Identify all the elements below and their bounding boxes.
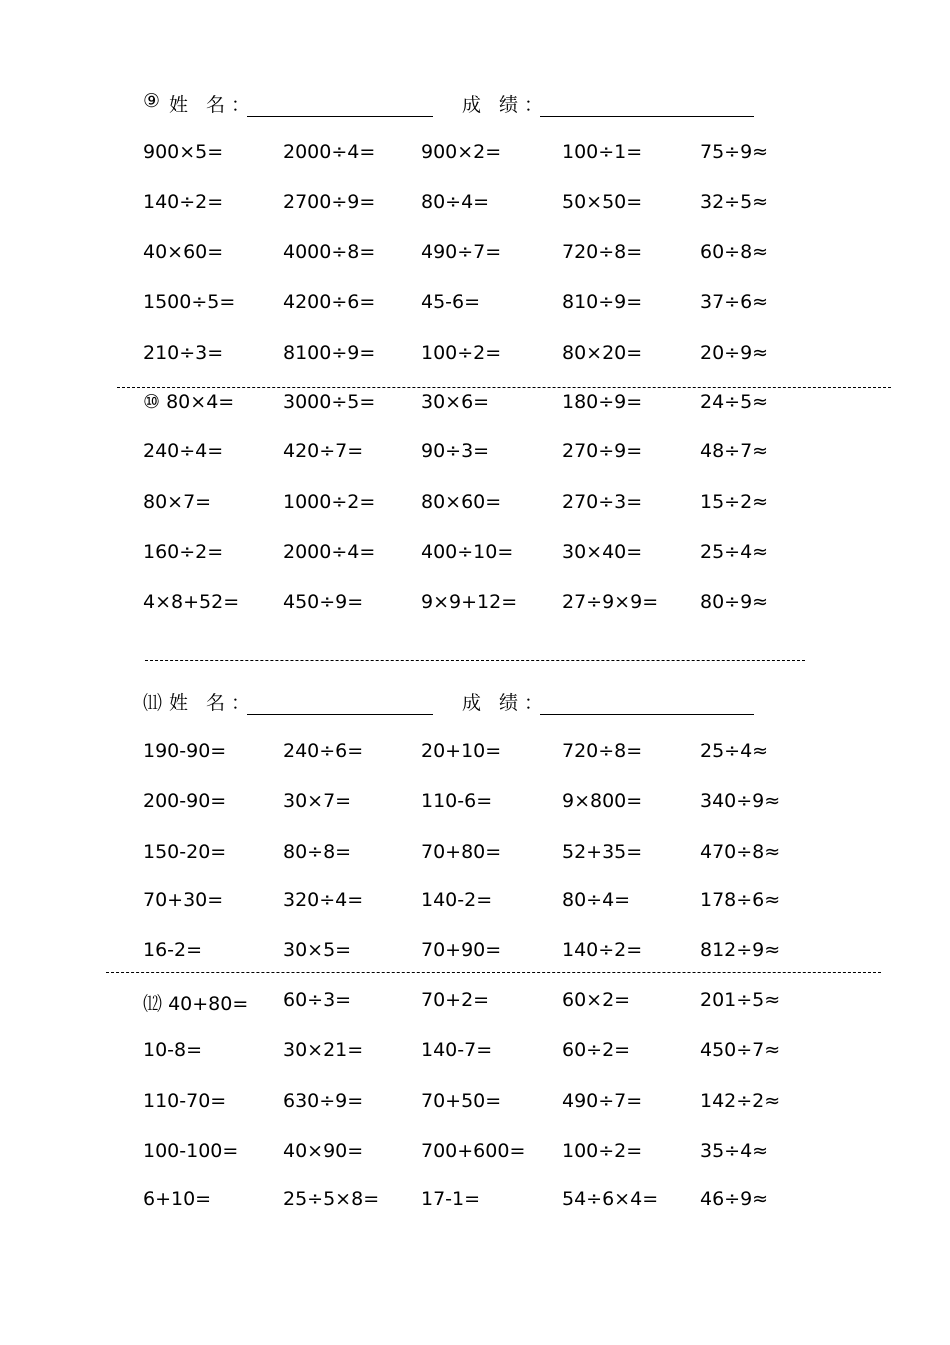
section-10-first-cell — [143, 391, 234, 413]
problem: 142÷2≈ — [700, 1090, 781, 1112]
problem: 2000÷4= — [283, 541, 376, 563]
dashed-separator — [145, 660, 805, 661]
problem: 470÷8≈ — [700, 841, 781, 863]
problem: 20÷9≈ — [700, 342, 769, 364]
problem-row — [143, 939, 843, 969]
problem: 80×20= — [562, 342, 643, 364]
section-12-first-cell — [143, 989, 248, 1016]
problem: 178÷6≈ — [700, 889, 781, 911]
problem-row — [143, 491, 843, 521]
problem: 15÷2≈ — [700, 491, 769, 513]
problem: 140-7= — [421, 1039, 493, 1061]
problem: 70+50= — [421, 1090, 502, 1112]
section-12-number: ⑿ — [143, 993, 163, 1015]
problem: 6+10= — [143, 1188, 212, 1210]
score-label: 成 绩： — [462, 692, 550, 714]
problem: 100÷1= — [562, 141, 643, 163]
problem: 160÷2= — [143, 541, 224, 563]
problem: 52+35= — [562, 841, 643, 863]
problem: 46÷9≈ — [700, 1188, 769, 1210]
problem: 70+30= — [143, 889, 224, 911]
problem: 450÷9= — [283, 591, 364, 613]
dashed-separator — [106, 972, 881, 973]
problem-row — [143, 790, 843, 820]
problem-row — [143, 391, 843, 421]
problem: 35÷4≈ — [700, 1140, 769, 1162]
section-11-header — [143, 688, 783, 718]
problem: 9×800= — [562, 790, 643, 812]
dashed-separator — [117, 387, 891, 388]
problem: 900×5= — [143, 141, 224, 163]
score-label: 成 绩： — [462, 94, 550, 116]
section-11-number: ⑾ — [143, 692, 163, 714]
problem: 630÷9= — [283, 1090, 364, 1112]
problem-row — [143, 291, 843, 321]
problem: 37÷6≈ — [700, 291, 769, 313]
problem: 4200÷6= — [283, 291, 376, 313]
problem: 150-20= — [143, 841, 227, 863]
problem: 190-90= — [143, 740, 227, 762]
name-blank-line[interactable] — [247, 714, 433, 715]
problem: 54÷6×4= — [562, 1188, 659, 1210]
problem: 490÷7= — [562, 1090, 643, 1112]
problem: 240÷4= — [143, 440, 224, 462]
problem: 30×6= — [421, 391, 490, 413]
problem-row — [143, 541, 843, 571]
problem: 24÷5≈ — [700, 391, 769, 413]
section-10-number: ⑩ — [143, 391, 161, 413]
problem: 70+80= — [421, 841, 502, 863]
problem: 50×50= — [562, 191, 643, 213]
problem: 25÷5×8= — [283, 1188, 380, 1210]
problem: 240÷6= — [283, 740, 364, 762]
problem: 80÷8= — [283, 841, 352, 863]
problem: 180÷9= — [562, 391, 643, 413]
problem: 110-70= — [143, 1090, 227, 1112]
problem: 110-6= — [421, 790, 493, 812]
problem: 25÷4≈ — [700, 740, 769, 762]
problem-row — [143, 141, 843, 171]
name-blank-line[interactable] — [247, 116, 433, 117]
problem: 200-90= — [143, 790, 227, 812]
problem-row — [143, 740, 843, 770]
problem: 2700÷9= — [283, 191, 376, 213]
problem: 812÷9≈ — [700, 939, 781, 961]
problem: 270÷9= — [562, 440, 643, 462]
problem: 48÷7≈ — [700, 440, 769, 462]
problem: 140÷2= — [143, 191, 224, 213]
problem-row — [143, 1188, 843, 1218]
problem: 40+80= — [168, 993, 249, 1015]
problem: 27÷9×9= — [562, 591, 659, 613]
problem: 30×21= — [283, 1039, 364, 1061]
problem: 270÷3= — [562, 491, 643, 513]
problem: 720÷8= — [562, 241, 643, 263]
problem: 8100÷9= — [283, 342, 376, 364]
problem-row — [143, 889, 843, 919]
problem: 80÷4= — [562, 889, 631, 911]
score-blank-line[interactable] — [540, 714, 754, 715]
problem: 100÷2= — [421, 342, 502, 364]
problem: 10-8= — [143, 1039, 203, 1061]
problem: 30×40= — [562, 541, 643, 563]
problem: 450÷7≈ — [700, 1039, 781, 1061]
problem: 80×7= — [143, 491, 212, 513]
problem: 720÷8= — [562, 740, 643, 762]
problem: 60×2= — [562, 989, 631, 1011]
problem: 80×4= — [166, 391, 235, 413]
problem: 30×5= — [283, 939, 352, 961]
problem: 140÷2= — [562, 939, 643, 961]
problem: 70+90= — [421, 939, 502, 961]
problem: 2000÷4= — [283, 141, 376, 163]
problem-row — [143, 1039, 843, 1069]
problem: 16-2= — [143, 939, 203, 961]
problem-row — [143, 1090, 843, 1120]
problem: 900×2= — [421, 141, 502, 163]
name-label: 姓 名： — [169, 94, 257, 116]
problem-row — [143, 191, 843, 221]
problem: 4×8+52= — [143, 591, 240, 613]
problem-row — [143, 1140, 843, 1170]
problem: 60÷8≈ — [700, 241, 769, 263]
problem: 490÷7= — [421, 241, 502, 263]
problem: 60÷3= — [283, 989, 352, 1011]
problem-row — [143, 440, 843, 470]
name-label: 姓 名： — [169, 692, 257, 714]
problem: 340÷9≈ — [700, 790, 781, 812]
problem: 140-2= — [421, 889, 493, 911]
problem: 201÷5≈ — [700, 989, 781, 1011]
problem: 700+600= — [421, 1140, 526, 1162]
problem-row — [143, 989, 843, 1019]
problem: 4000÷8= — [283, 241, 376, 263]
problem-row — [143, 241, 843, 271]
problem: 20+10= — [421, 740, 502, 762]
problem: 40×90= — [283, 1140, 364, 1162]
problem: 45-6= — [421, 291, 481, 313]
problem: 40×60= — [143, 241, 224, 263]
section-9-header — [143, 90, 783, 120]
problem: 420÷7= — [283, 440, 364, 462]
problem: 9×9+12= — [421, 591, 518, 613]
problem: 60÷2= — [562, 1039, 631, 1061]
problem: 80×60= — [421, 491, 502, 513]
problem: 17-1= — [421, 1188, 481, 1210]
problem-row — [143, 591, 843, 621]
problem: 1500÷5= — [143, 291, 236, 313]
problem: 70+2= — [421, 989, 490, 1011]
problem-row — [143, 841, 843, 871]
section-9-number: ⑨ — [143, 90, 161, 112]
problem: 400÷10= — [421, 541, 514, 563]
problem: 3000÷5= — [283, 391, 376, 413]
problem: 100-100= — [143, 1140, 239, 1162]
problem-row — [143, 342, 843, 372]
problem: 810÷9= — [562, 291, 643, 313]
problem: 32÷5≈ — [700, 191, 769, 213]
problem: 75÷9≈ — [700, 141, 769, 163]
problem: 210÷3= — [143, 342, 224, 364]
problem: 90÷3= — [421, 440, 490, 462]
problem: 320÷4= — [283, 889, 364, 911]
problem: 30×7= — [283, 790, 352, 812]
problem: 25÷4≈ — [700, 541, 769, 563]
problem: 100÷2= — [562, 1140, 643, 1162]
problem: 80÷9≈ — [700, 591, 769, 613]
problem: 1000÷2= — [283, 491, 376, 513]
problem: 80÷4= — [421, 191, 490, 213]
score-blank-line[interactable] — [540, 116, 754, 117]
